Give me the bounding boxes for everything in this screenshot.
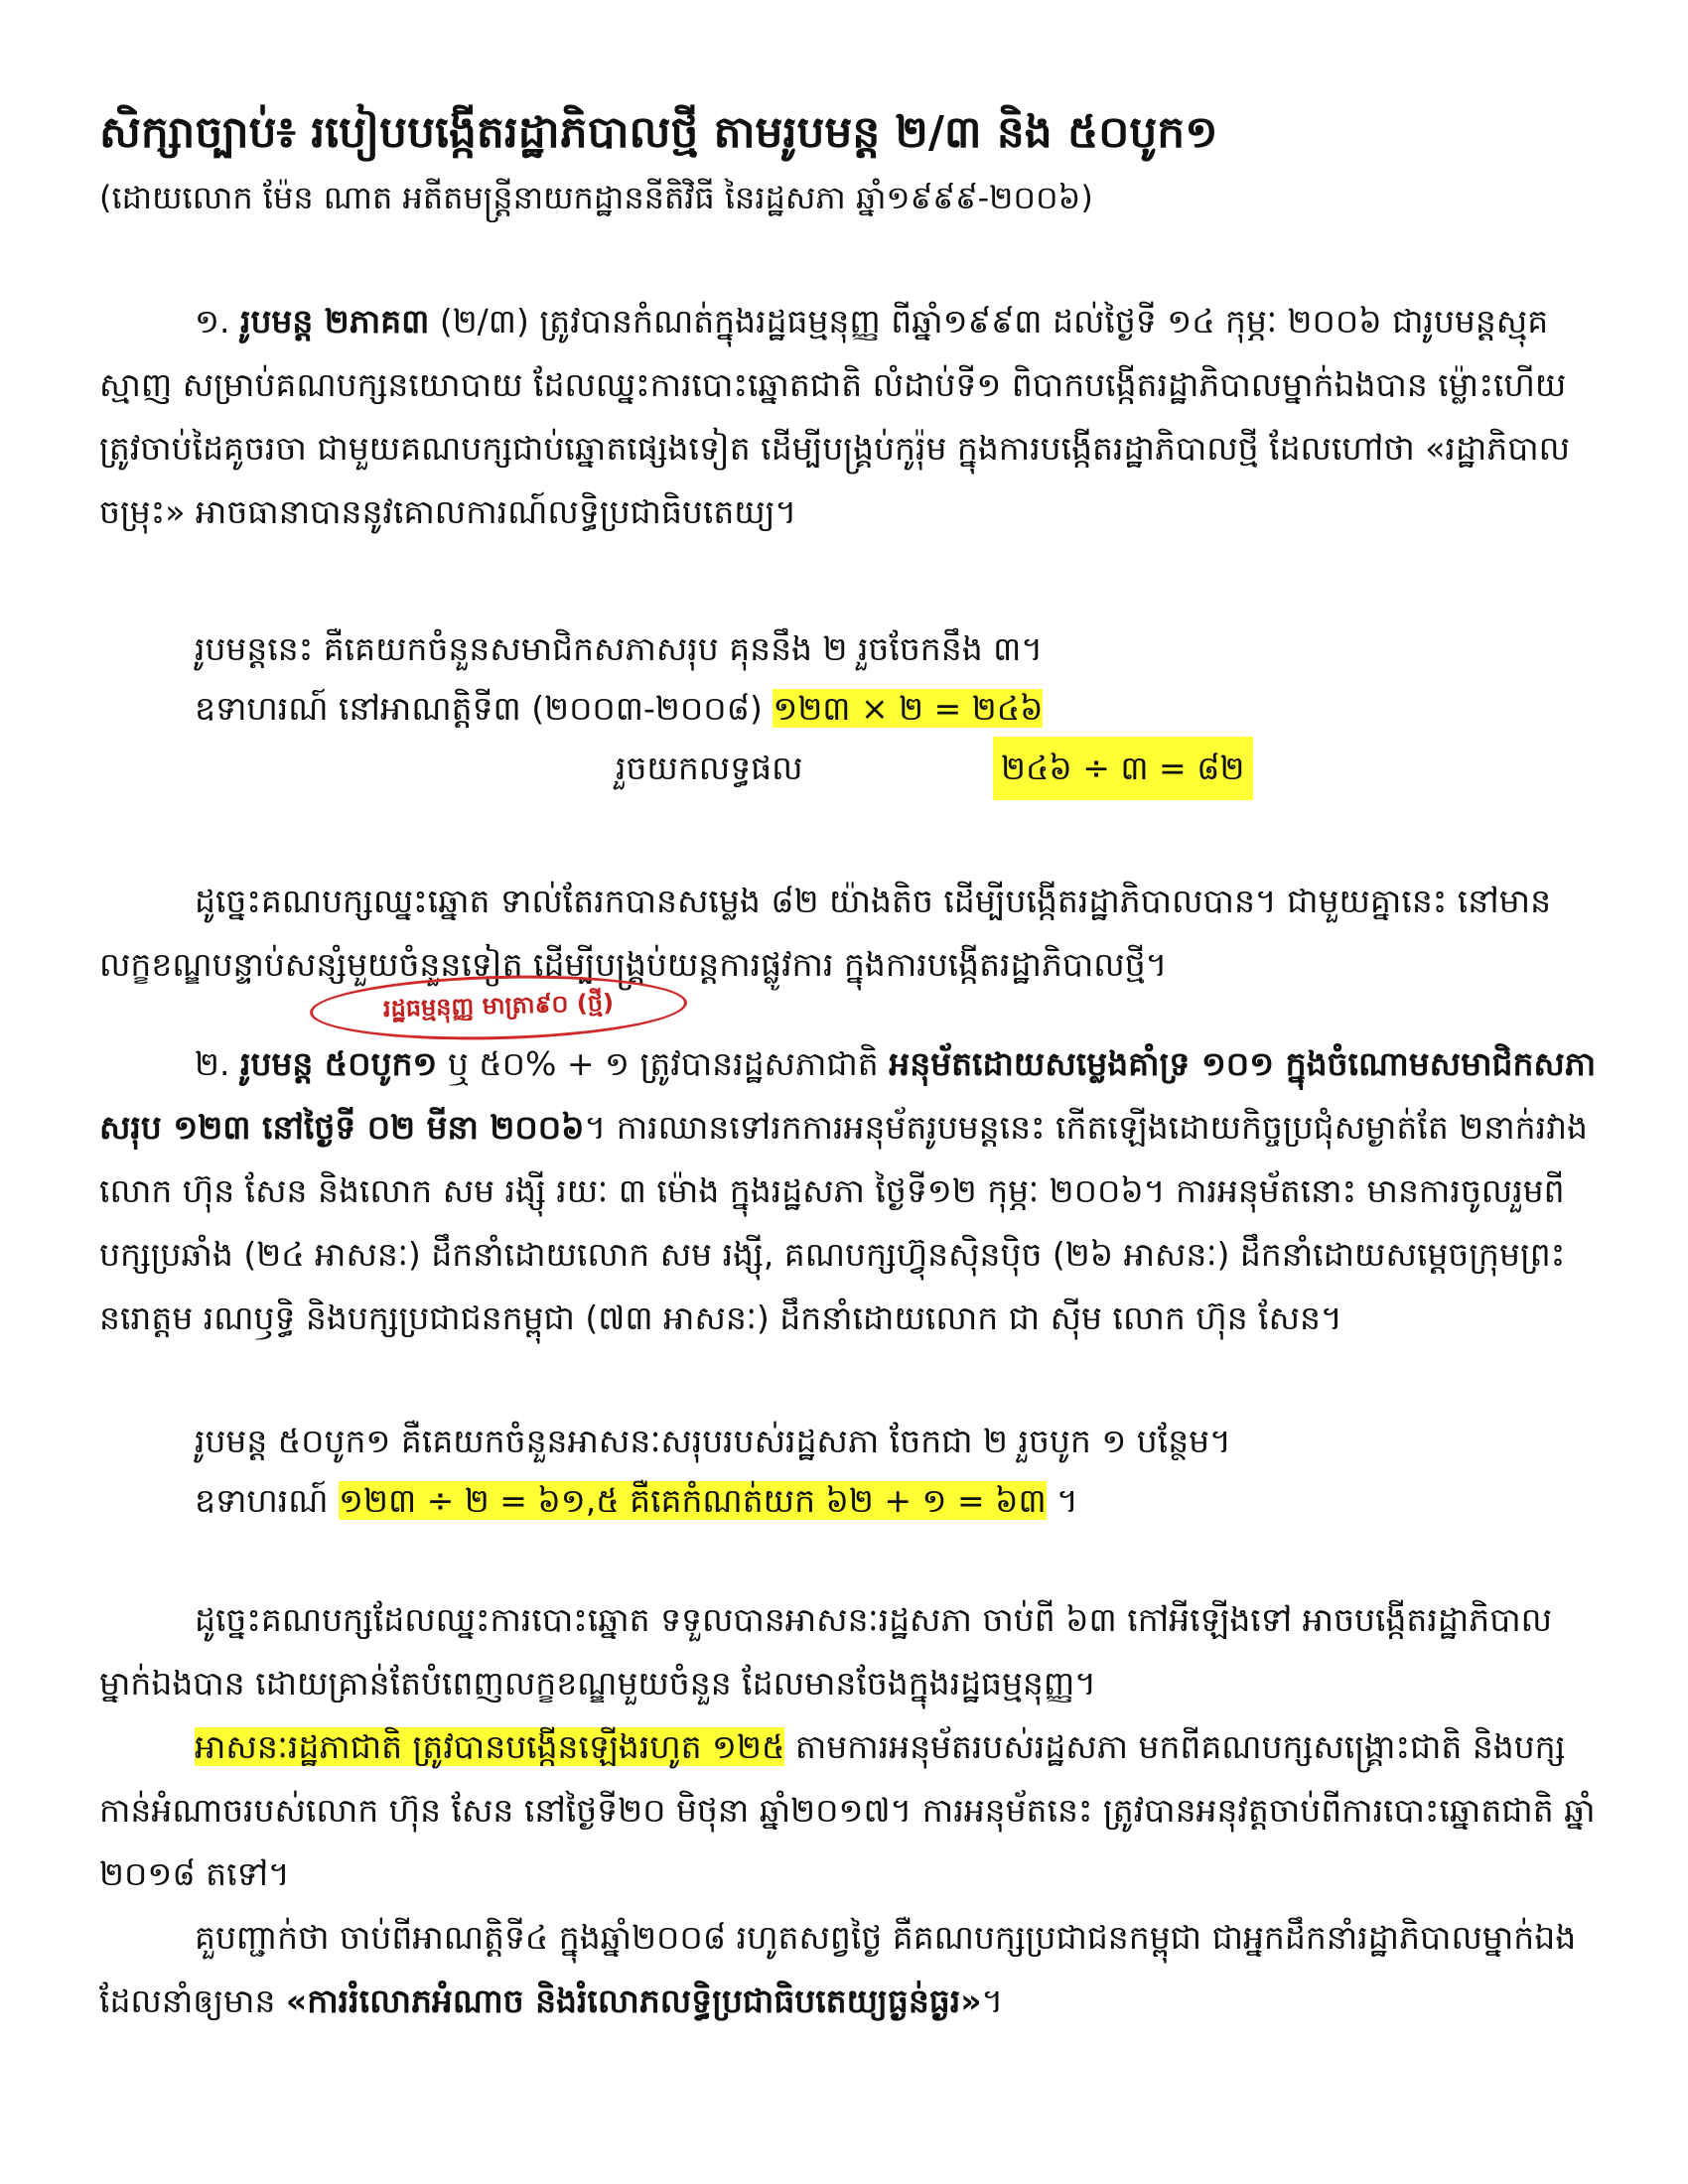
section-1-example-label: ឧទាហរណ៍ នៅអាណត្តិទី៣ (២០០៣-២០០៨) (195, 689, 763, 728)
section-2-paragraph (99, 1032, 1599, 1350)
section-2-heading: រូបមន្ត ៥០បូក១ (239, 1044, 438, 1083)
section-1-heading: រូបមន្ត ២ភាគ៣ (239, 302, 430, 341)
document-subtitle: (ដោយលោក ម៉ែន ណាត អតីតមន្ត្រីនាយកដ្ឋាននីតិវិធី នៃរដ្ឋសភា ឆ្នាំ១៩៩៩-២០០៦) (99, 179, 1093, 216)
section-2-example-label: ឧទាហរណ៍ (195, 1481, 329, 1520)
section-1-number: ១. (195, 302, 230, 341)
section-2-example-end: ។ (1056, 1481, 1078, 1520)
section-1-result-calc: ២៤៦ ÷ ៣ = ៨២ (993, 737, 1253, 800)
section-1-result-label: រួចយកលទ្ធផល (616, 749, 803, 787)
section-1-formula: រូបមន្តនេះ គឺគេយកចំនួនសមាជិកសភាសរុប គុននឹង ២ រួចចែកនឹង ៣។ (195, 629, 1044, 668)
section-1-conclusion: ដូច្នេះគណបក្សឈ្នះឆ្នោត ទាល់តែរកបានសម្លេង ៨២ យ៉ាងតិច ដើម្បីបង្កើតរដ្ឋាភិបាលបាន។ ជាមួយគ្នានេះ នៅមានលក្ខខណ្ឌបន្ទាប់សន្សំមួយចំនួនទៀត ដើម្បីបង្គ្រប់យន្តការផ្លូវការ ក្នុងការបង្កើតរដ្ឋាភិបាលថ្មី។ (99, 882, 1552, 984)
section-1-fraction: (២/៣) (439, 302, 529, 341)
section-1-body: ត្រូវបានកំណត់ក្នុងរដ្ឋធម្មនុញ្ញ ពីឆ្នាំ១៩៩៣ ដល់ថ្ងៃទី ១៤ កុម្ភៈ ២០០៦ ជារូបមន្តស្មុគស្មាញ សម្រាប់គណបក្សនយោបាយ ដែលឈ្នះការបោះឆ្នោតជាតិ លំដាប់ទី១ ពិបាកបង្កើតរដ្ឋាភិបាលម្នាក់ឯងបាន ម្ល៉ោះហើយត្រូវចាប់ដៃគូចរចា ជាមួយគណបក្សជាប់ឆ្នោតផ្សេងទៀត ដើម្បីបង្គ្រប់កូរ៉ុម ក្នុងការបង្កើតរដ្ឋាភិបាលថ្មី ដែលហៅថា «រដ្ឋាភិបាលចម្រុះ» អាចធានាបាននូវគោលការណ៍លទ្ធិប្រជាធិបតេយ្យ។ (99, 302, 1571, 531)
final-quote: «ការរំលោភអំណាច និងរំលោភលទ្ធិប្រជាធិបតេយ្យធ្ងន់ធ្ងរ» (285, 1981, 982, 2020)
section-2-example (195, 1469, 1078, 1533)
section-2-seats-paragraph (99, 1715, 1599, 1906)
section-2-number: ២. (195, 1044, 230, 1083)
section-2-formula: រូបមន្ត ៥០បូក១ គឺគេយកចំនួនអាសនៈសរុបរបស់រដ្ឋសភា ចែកជា ២ រួចបូក ១ បន្ថែម។ (195, 1422, 1231, 1460)
final-end: ។ (981, 1981, 1004, 2020)
seats-rest: តាមការអនុម័តរបស់រដ្ឋសភា មកពីគណបក្សសង្គ្រោះជាតិ និងបក្សកាន់អំណាចរបស់លោក ហ៊ុន សែន នៅថ្ងៃទី២០ មិថុនា ឆ្នាំ២០១៧។ ការអនុម័តនេះ ត្រូវបានអនុវត្តចាប់ពីការបោះឆ្នោតជាតិ ឆ្នាំ ២០១៨ តទៅ។ (99, 1727, 1596, 1893)
section-2-mid: ឬ ៥០% + ១ ត្រូវបានរដ្ឋសភាជាតិ (447, 1044, 879, 1083)
section-2-example-calc: ១២៣ ÷ ២ = ៦១,៥ គឺគេកំណត់យក ៦២ + ១ = ៦៣ (339, 1481, 1047, 1520)
section-1-example-calc: ១២៣ × ២ = ២៤៦ (773, 689, 1044, 728)
final-paragraph (99, 1906, 1599, 2033)
constitution-annotation: រដ្ឋធម្មនុញ្ញ មាត្រា៩០ (ថ្មី) (309, 971, 688, 1044)
document-title: សិក្សាច្បាប់៖ របៀបបង្កើតរដ្ឋាភិបាលថ្មី តាមរូបមន្ត ២/៣ និង ៥០បូក១ (99, 107, 1218, 158)
section-2-conclusion: ដូច្នេះគណបក្សដែលឈ្នះការបោះឆ្នោត ទទួលបានអាសនៈរដ្ឋសភា ចាប់ពី ៦៣ កៅអីឡើងទៅ អាចបង្កើតរដ្ឋាភិបាលម្នាក់ឯងបាន ដោយគ្រាន់តែបំពេញលក្ខខណ្ឌមួយចំនួន ដែលមានចែងក្នុងរដ្ឋធម្មនុញ្ញ។ (99, 1600, 1553, 1703)
section-2-body: ។ ការឈានទៅរកការអនុម័តរូបមន្តនេះ កើតឡើងដោយកិច្ចប្រជុំសម្ងាត់តែ ២នាក់រវាងលោក ហ៊ុន សែន និងលោក សម រង្ស៊ី រយៈ ៣ ម៉ោង ក្នុងរដ្ឋសភា ថ្ងៃទី១២ កុម្ភៈ ២០០៦។ ការអនុម័តនោះ មានការចូលរួមពីបក្សប្រឆាំង (២៤ អាសនៈ) ដឹកនាំដោយលោក សម រង្ស៊ី, គណបក្សហ៊្វុនស៊ិនប៉ិច (២៦ អាសនៈ) ដឹកនាំដោយសម្តេចក្រុមព្រះ នរោត្តម រណឫទ្ធិ និងបក្សប្រជាជនកម្ពុជា (៧៣ អាសនៈ) ដឹកនាំដោយលោក ជា ស៊ីម លោក ហ៊ុន សែន។ (99, 1108, 1588, 1337)
section-1-paragraph (99, 290, 1599, 544)
seats-highlight: អាសនៈរដ្ឋភាជាតិ ត្រូវបានបង្កើនឡើងរហូត ១២៥ (195, 1727, 785, 1766)
section-1-example (195, 677, 1043, 741)
final-text: គួបញ្ជាក់ថា ចាប់ពីអាណត្តិទី៤ ក្នុងឆ្នាំ២០០៨ រហូតសព្វថ្ងៃ គឺគណបក្សប្រជាជនកម្ពុជា ជាអ្នកដឹកនាំរដ្ឋាភិបាលម្នាក់ឯង ដែលនាំឲ្យមាន (99, 1918, 1577, 2020)
section-2-approval: អនុម័តដោយសម្លេងគាំទ្រ ១០១ ក្នុងចំណោមសមាជិកសភាសរុប ១២៣ នៅថ្ងៃទី ០២ មីនា ២០០៦ (99, 1044, 1597, 1147)
